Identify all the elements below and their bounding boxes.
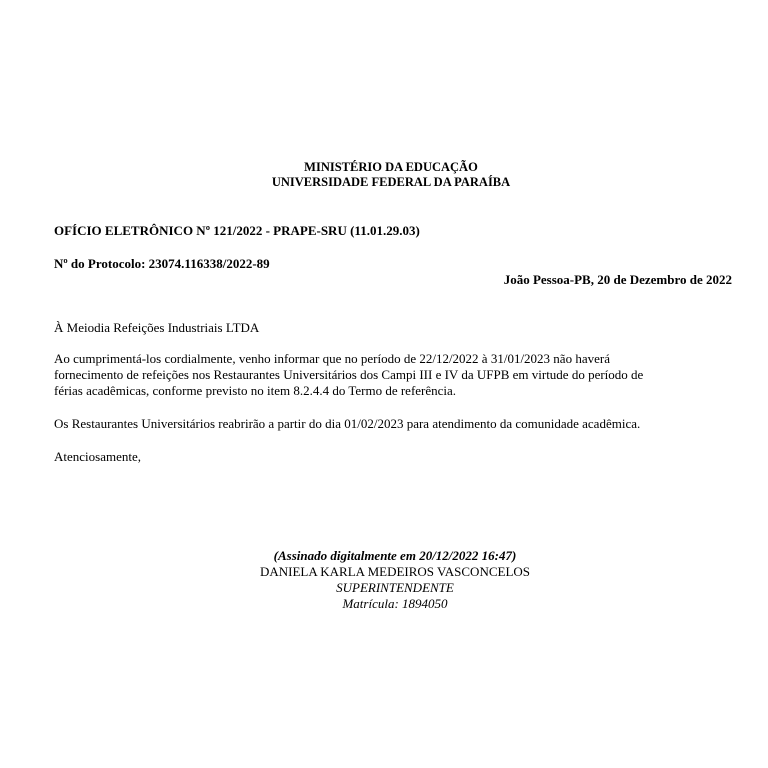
oficio-title: OFÍCIO ELETRÔNICO Nº 121/2022 - PRAPE-SRU (11.01.29.03) (54, 223, 420, 238)
recipient-line: À Meiodia Refeições Industriais LTDA (54, 320, 260, 335)
header-university: UNIVERSIDADE FEDERAL DA PARAÍBA (271, 175, 511, 189)
signer-name: DANIELA KARLA MEDEIROS VASCONCELOS (259, 564, 531, 579)
protocol-number: Nº do Protocolo: 23074.116338/2022-89 (54, 256, 270, 271)
signed-digitally-note: (Assinado digitalmente em 20/12/2022 16:47) (273, 548, 517, 563)
signer-registration: Matrícula: 1894050 (342, 596, 448, 611)
paragraph-1-line: Ao cumprimentá-los cordialmente, venho informar que no período de 22/12/2022 à 31/01/2023 não haverá (54, 351, 610, 366)
paragraph-1 (54, 351, 734, 399)
signer-role: SUPERINTENDENTE (336, 580, 454, 595)
paragraph-2 (54, 416, 734, 432)
header-ministry: MINISTÉRIO DA EDUCAÇÃO (304, 160, 478, 174)
closing-line: Atenciosamente, (54, 449, 141, 464)
paragraph-1-line: fornecimento de refeições nos Restaurantes Universitários dos Campi III e IV da UFPB em virtude do período de (54, 367, 644, 382)
paragraph-2-line: Os Restaurantes Universitários reabrirão a partir do dia 01/02/2023 para atendimento da comunidade acadêmica. (54, 416, 641, 431)
place-date: João Pessoa-PB, 20 de Dezembro de 2022 (503, 272, 732, 287)
paragraph-1-line: férias acadêmicas, conforme previsto no item 8.2.4.4 do Termo de referência. (54, 383, 457, 398)
